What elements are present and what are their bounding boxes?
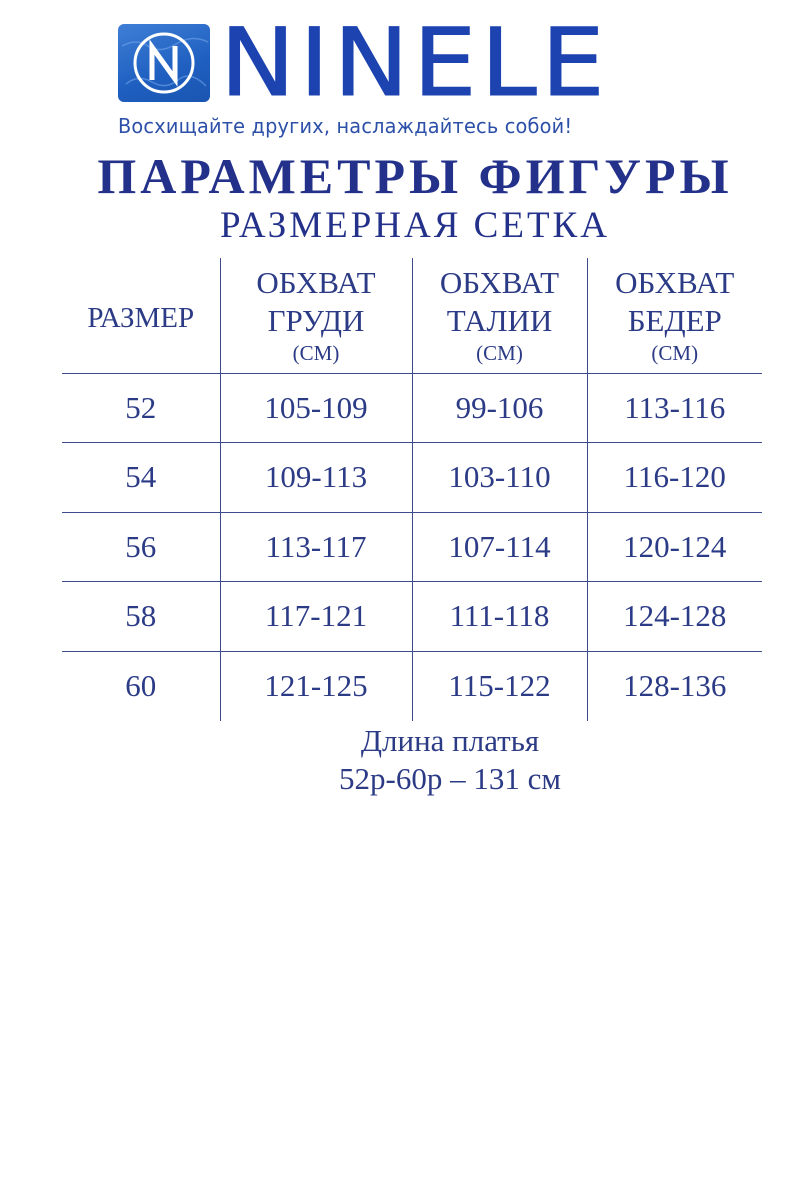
cell-hips: 124-128 xyxy=(587,582,762,652)
cell-waist: 115-122 xyxy=(412,651,587,721)
brand-slogan: Восхищайте других, наслаждайтесь собой! xyxy=(118,114,573,138)
header-bust-line1: ОБХВАТ xyxy=(256,265,376,301)
cell-size: 58 xyxy=(62,582,220,652)
header-waist-unit: (СМ) xyxy=(476,341,523,366)
cell-size: 54 xyxy=(62,443,220,513)
header-waist xyxy=(412,258,587,373)
dress-length-note xyxy=(0,722,800,798)
cell-size: 52 xyxy=(125,389,157,425)
cell-bust: 105-109 xyxy=(220,373,412,443)
header-bust xyxy=(220,258,412,373)
cell-bust: 113-117 xyxy=(220,512,412,582)
header-waist-line1: ОБХВАТ xyxy=(439,265,560,301)
header-bust-line2: ГРУДИ xyxy=(267,303,365,339)
table-row xyxy=(62,582,762,652)
cell-bust: 109-113 xyxy=(220,443,412,513)
cell-hips: 116-120 xyxy=(587,443,762,513)
header-hips xyxy=(587,258,762,373)
dress-length-label: Длина платья xyxy=(360,723,540,758)
cell-bust: 117-121 xyxy=(220,582,412,652)
table-row xyxy=(62,443,762,513)
cell-hips: 113-116 xyxy=(587,373,762,443)
cell-bust: 121-125 xyxy=(220,651,412,721)
page-subtitle: РАЗМЕРНАЯ СЕТКА xyxy=(220,205,610,246)
header-waist-line2: ТАЛИИ xyxy=(446,303,553,339)
header-hips-unit: (СМ) xyxy=(651,341,699,366)
brand-wordmark: NINELE xyxy=(220,9,609,118)
table-row xyxy=(62,651,762,721)
cell-waist: 111-118 xyxy=(412,582,587,652)
cell-hips: 128-136 xyxy=(587,651,762,721)
page-title: ПАРАМЕТРЫ ФИГУРЫ xyxy=(97,148,733,204)
header-hips-line2: БЕДЕР xyxy=(627,303,722,339)
brand-header xyxy=(0,0,800,150)
cell-size: 56 xyxy=(62,512,220,582)
size-chart-table xyxy=(62,258,762,721)
header-size xyxy=(62,258,220,373)
table-row xyxy=(62,373,762,443)
cell-size: 60 xyxy=(62,651,220,721)
table-header-row xyxy=(62,258,762,373)
cell-waist: 99-106 xyxy=(412,373,587,443)
table-row xyxy=(62,512,762,582)
header-size-label: РАЗМЕР xyxy=(87,302,195,335)
cell-waist: 107-114 xyxy=(412,512,587,582)
header-bust-unit: (СМ) xyxy=(292,341,340,366)
dress-length-value: 52р-60р – 131 см xyxy=(339,761,561,796)
cell-waist: 103-110 xyxy=(412,443,587,513)
n-monogram-badge-icon xyxy=(118,24,210,102)
cell-hips: 120-124 xyxy=(587,512,762,582)
header-hips-line1: ОБХВАТ xyxy=(615,265,735,301)
